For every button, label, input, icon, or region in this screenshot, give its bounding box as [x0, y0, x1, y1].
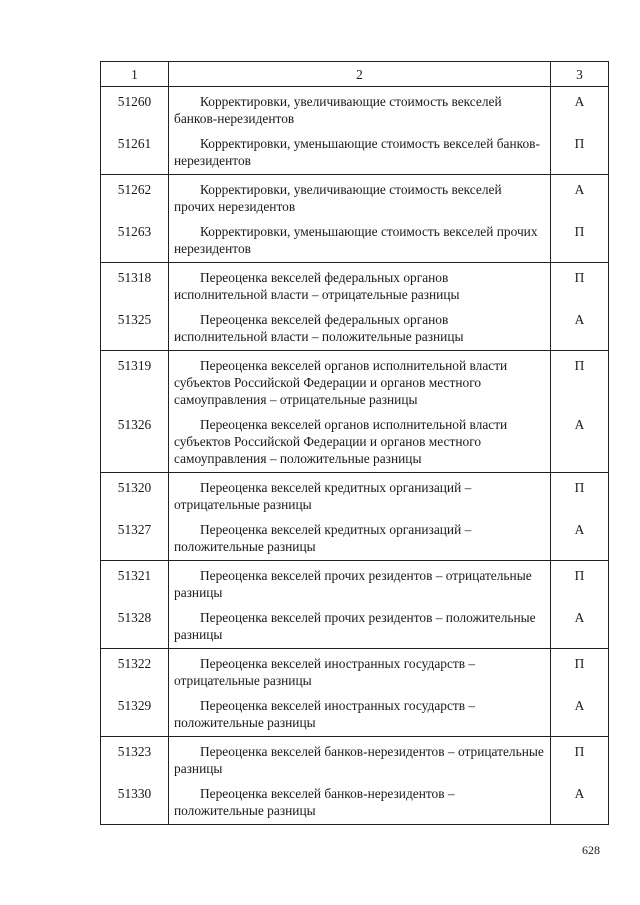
account-type: П — [551, 215, 609, 263]
table-row — [101, 408, 609, 473]
account-description: Переоценка векселей кредитных организаций – положительные разницы — [169, 513, 551, 561]
account-code: 51319 — [101, 351, 169, 409]
table-row — [101, 473, 609, 514]
column-header-2: 2 — [169, 62, 551, 87]
account-type: А — [551, 175, 609, 216]
account-type: П — [551, 263, 609, 304]
account-code: 51321 — [101, 561, 169, 602]
account-type: А — [551, 303, 609, 351]
account-code: 51260 — [101, 87, 169, 128]
table-row — [101, 351, 609, 409]
account-type: А — [551, 601, 609, 649]
account-type: А — [551, 689, 609, 737]
account-description: Переоценка векселей федеральных органов исполнительной власти – отрицательные разницы — [169, 263, 551, 304]
account-type: П — [551, 649, 609, 690]
account-description: Корректировки, увеличивающие стоимость векселей прочих нерезидентов — [169, 175, 551, 216]
table-row — [101, 87, 609, 128]
account-code: 51318 — [101, 263, 169, 304]
account-description: Корректировки, уменьшающие стоимость векселей банков-нерезидентов — [169, 127, 551, 175]
table-row — [101, 215, 609, 263]
account-code: 51262 — [101, 175, 169, 216]
table-row — [101, 513, 609, 561]
account-description: Переоценка векселей банков-нерезидентов – отрицательные разницы — [169, 737, 551, 778]
account-description: Корректировки, увеличивающие стоимость векселей банков-нерезидентов — [169, 87, 551, 128]
account-type: А — [551, 777, 609, 825]
account-type: А — [551, 513, 609, 561]
account-description: Переоценка векселей прочих резидентов – положительные разницы — [169, 601, 551, 649]
account-code: 51330 — [101, 777, 169, 825]
table-row — [101, 303, 609, 351]
account-description: Переоценка векселей органов исполнительной власти субъектов Российской Федерации и органов местного самоуправления – положительные разницы — [169, 408, 551, 473]
account-code: 51263 — [101, 215, 169, 263]
account-code: 51325 — [101, 303, 169, 351]
account-type: А — [551, 408, 609, 473]
account-description: Переоценка векселей федеральных органов исполнительной власти – положительные разницы — [169, 303, 551, 351]
table-row — [101, 127, 609, 175]
account-type: П — [551, 127, 609, 175]
table-row — [101, 263, 609, 304]
account-description: Переоценка векселей иностранных государств – положительные разницы — [169, 689, 551, 737]
account-description: Переоценка векселей прочих резидентов – отрицательные разницы — [169, 561, 551, 602]
account-code: 51328 — [101, 601, 169, 649]
page-number: 628 — [582, 843, 600, 857]
table-row — [101, 777, 609, 825]
table-row — [101, 175, 609, 216]
column-header-1: 1 — [101, 62, 169, 87]
account-code: 51320 — [101, 473, 169, 514]
account-code: 51329 — [101, 689, 169, 737]
account-code: 51322 — [101, 649, 169, 690]
account-type: П — [551, 561, 609, 602]
account-type: А — [551, 87, 609, 128]
table-row — [101, 689, 609, 737]
account-description: Переоценка векселей кредитных организаций – отрицательные разницы — [169, 473, 551, 514]
table-header-row — [101, 62, 609, 87]
accounts-table — [100, 61, 609, 825]
account-description: Переоценка векселей органов исполнительной власти субъектов Российской Федерации и органов местного самоуправления – отрицательные разницы — [169, 351, 551, 409]
column-header-3: 3 — [551, 62, 609, 87]
table-row — [101, 561, 609, 602]
account-type: П — [551, 737, 609, 778]
account-code: 51261 — [101, 127, 169, 175]
table-row — [101, 649, 609, 690]
account-code: 51327 — [101, 513, 169, 561]
account-description: Переоценка векселей банков-нерезидентов – положительные разницы — [169, 777, 551, 825]
account-code: 51323 — [101, 737, 169, 778]
account-type: П — [551, 351, 609, 409]
table-row — [101, 737, 609, 778]
account-description: Корректировки, уменьшающие стоимость векселей прочих нерезидентов — [169, 215, 551, 263]
account-description: Переоценка векселей иностранных государств – отрицательные разницы — [169, 649, 551, 690]
account-type: П — [551, 473, 609, 514]
account-code: 51326 — [101, 408, 169, 473]
table-row — [101, 601, 609, 649]
